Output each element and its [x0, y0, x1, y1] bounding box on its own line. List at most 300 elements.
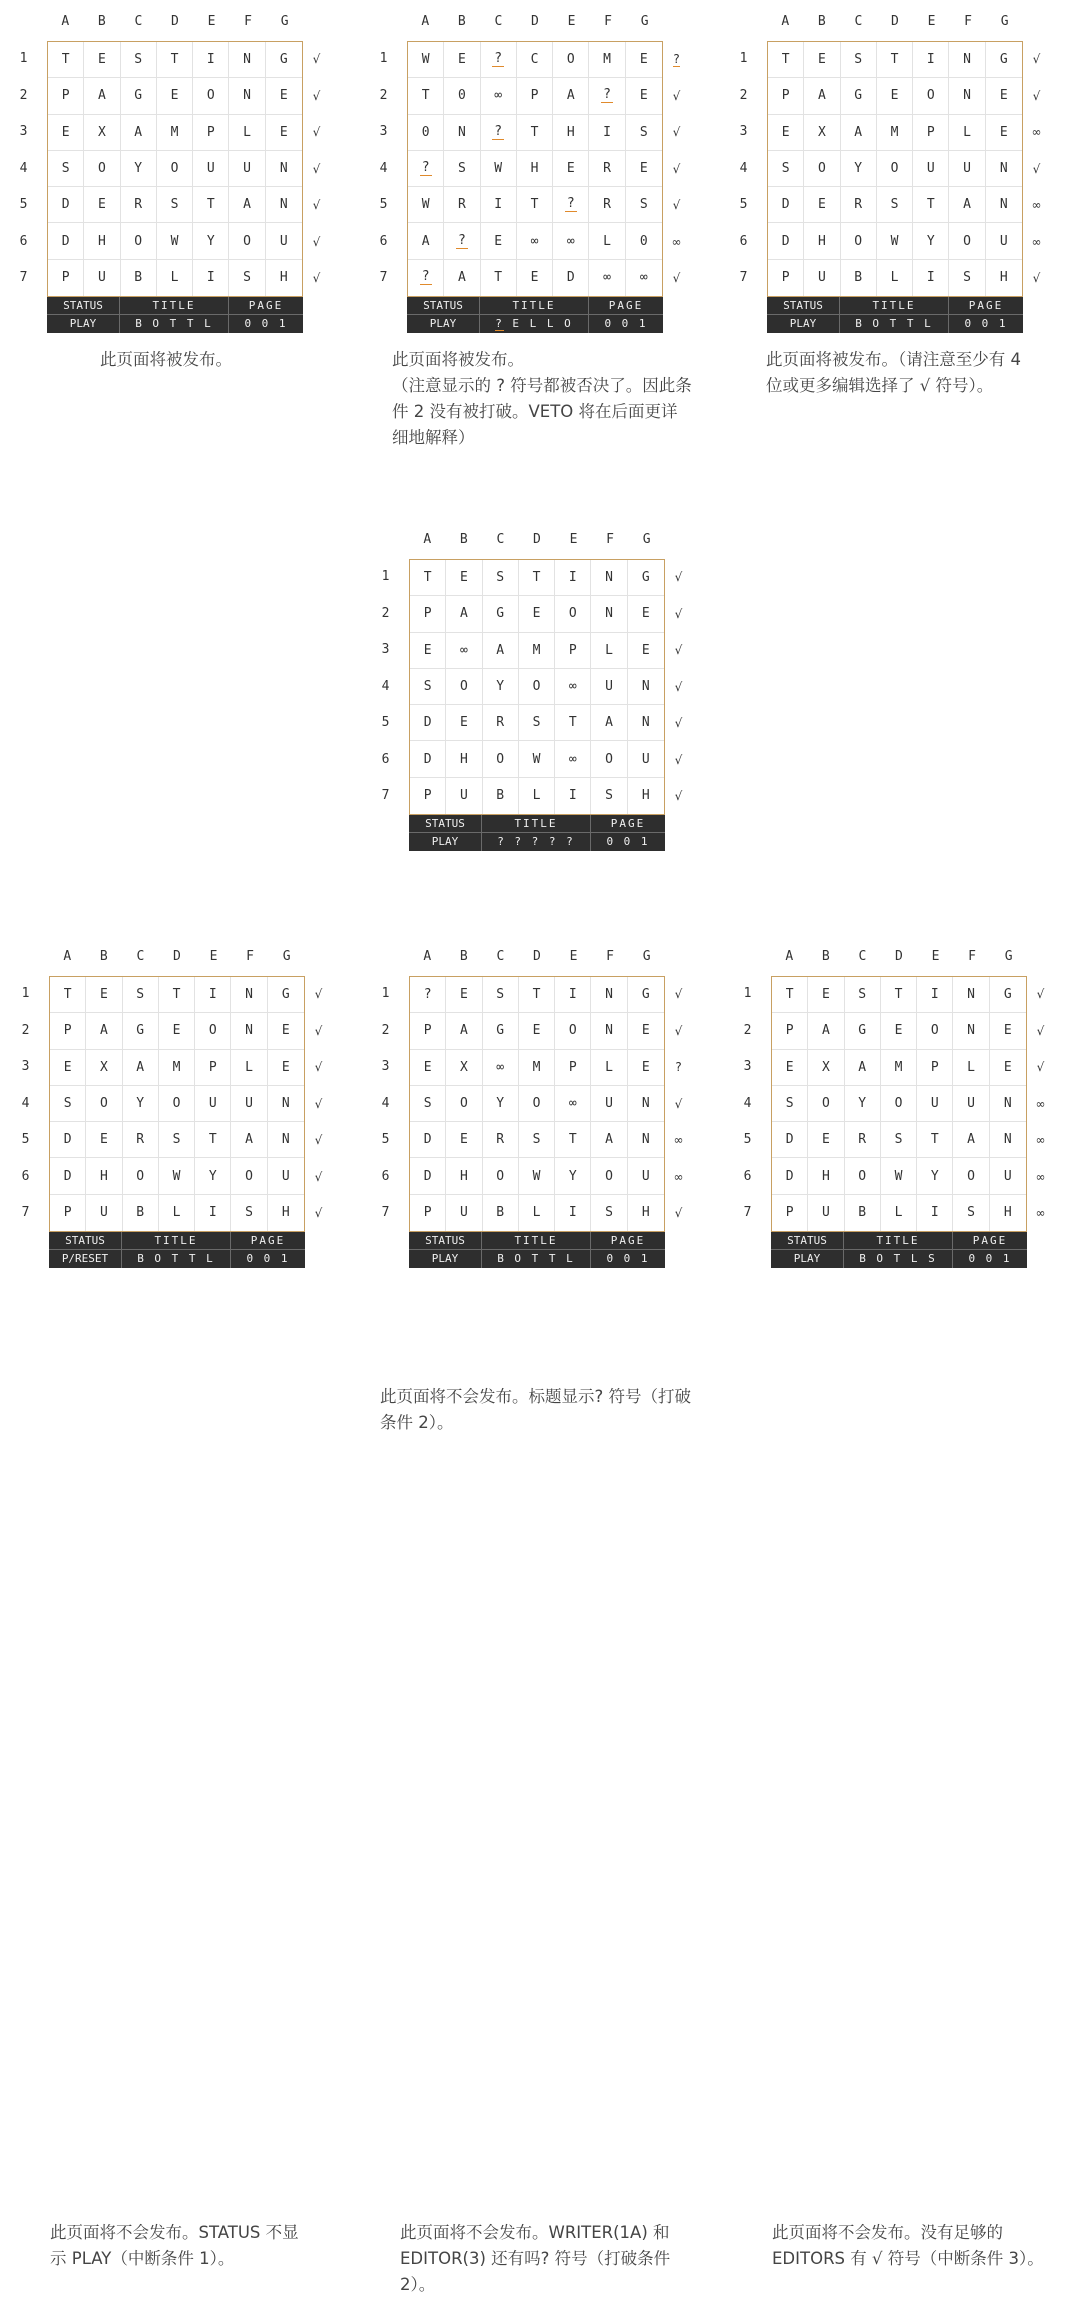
column-header: B: [821, 949, 830, 964]
grid-cell: G: [483, 1013, 519, 1049]
status-bar: [767, 297, 1023, 333]
row-header: 3: [381, 642, 390, 658]
grid-cell: R: [589, 151, 625, 187]
grid-cell: B: [121, 260, 157, 296]
grid-cell: B: [483, 778, 519, 814]
column-header: C: [496, 949, 505, 964]
title-value: ? ? ? ? ?: [482, 833, 591, 851]
letter-grid: [409, 976, 665, 1232]
grid-cell: P: [772, 1195, 808, 1231]
grid-cell: R: [444, 187, 480, 223]
grid-cell: T: [877, 42, 913, 78]
page-value: 0 0 1: [606, 835, 650, 848]
grid-cell: X: [808, 1050, 844, 1086]
grid-cell: E: [881, 1013, 917, 1049]
grid-cell: T: [481, 260, 517, 296]
column-header: G: [1004, 949, 1013, 964]
grid-cell: O: [591, 1158, 627, 1194]
grid-cell: N: [628, 1086, 664, 1122]
grid-cell: U: [913, 151, 949, 187]
grid-cell: A: [444, 260, 480, 296]
grid-cell: A: [123, 1050, 159, 1086]
grid-cell: E: [626, 42, 662, 78]
column-header: D: [171, 14, 179, 29]
column-header: A: [421, 14, 430, 29]
panel-2: [360, 0, 690, 460]
status-header: STATUS: [49, 1232, 122, 1249]
grid-cell: S: [949, 260, 985, 296]
column-header: A: [781, 14, 790, 29]
grid-cell: O: [193, 78, 229, 114]
row-header: 6: [743, 1168, 752, 1184]
status-bar-headers: [49, 1232, 305, 1250]
grid-cell: W: [481, 151, 517, 187]
grid-cell: O: [953, 1158, 989, 1194]
row-header: 5: [739, 197, 748, 213]
row-header: 2: [743, 1022, 752, 1038]
grid-cell: N: [990, 1122, 1026, 1158]
grid-cell: N: [949, 78, 985, 114]
row-header: 7: [379, 270, 388, 286]
grid-cell: S: [121, 42, 157, 78]
grid-cell: S: [591, 778, 627, 814]
grid-cell: E: [519, 1013, 555, 1049]
grid-cell: T: [50, 977, 86, 1013]
row-header: 6: [381, 1168, 390, 1184]
grid-cell: D: [768, 187, 804, 223]
grid-cell: E: [553, 151, 589, 187]
row-header: 6: [19, 233, 28, 249]
row-header: 2: [381, 605, 390, 621]
grid-cell: Y: [483, 669, 519, 705]
grid-cell: U: [195, 1086, 231, 1122]
grid-cell: U: [949, 151, 985, 187]
grid-cell: B: [123, 1195, 159, 1231]
page-header: PAGE: [972, 1234, 1008, 1247]
grid-cell: S: [157, 187, 193, 223]
status-header: STATUS: [409, 1232, 482, 1249]
row-header: 2: [381, 1022, 390, 1038]
column-header: E: [209, 949, 218, 964]
row-mark: √: [1036, 1060, 1045, 1075]
grid-cell: T: [555, 1122, 591, 1158]
status-bar-headers: [767, 297, 1023, 315]
grid-cell: N: [229, 42, 265, 78]
grid-cell: O: [121, 223, 157, 259]
grid-cell: P: [772, 1013, 808, 1049]
grid-cell: S: [50, 1086, 86, 1122]
grid-cell: R: [123, 1122, 159, 1158]
row-header: 5: [743, 1132, 752, 1148]
grid-cell: A: [408, 223, 444, 259]
row-header: 3: [19, 124, 28, 140]
status-bar-values: [409, 833, 665, 851]
grid-cell: P: [193, 115, 229, 151]
column-header: D: [173, 949, 181, 964]
status-bar: [771, 1232, 1027, 1268]
grid-cell: D: [772, 1158, 808, 1194]
grid-cell: 0: [444, 78, 480, 114]
grid-cell: R: [483, 705, 519, 741]
column-header: F: [968, 949, 976, 964]
column-headers: [49, 945, 305, 969]
grid-cell: T: [408, 78, 444, 114]
grid-cell: A: [591, 705, 627, 741]
grid-cell: E: [50, 1050, 86, 1086]
grid-cell: A: [841, 115, 877, 151]
grid-cell: S: [841, 42, 877, 78]
grid-cell: O: [446, 669, 482, 705]
status-bar-headers: [771, 1232, 1027, 1250]
grid-cell: U: [86, 1195, 122, 1231]
grid-cell: U: [446, 778, 482, 814]
grid-cell: S: [229, 260, 265, 296]
row-mark: √: [312, 125, 321, 140]
grid-cell: E: [481, 223, 517, 259]
grid-cell: P: [555, 1050, 591, 1086]
grid-cell: L: [159, 1195, 195, 1231]
grid-cell: A: [808, 1013, 844, 1049]
grid-cell: S: [772, 1086, 808, 1122]
grid-cell: S: [953, 1195, 989, 1231]
grid-cell: R: [841, 187, 877, 223]
column-header: G: [642, 949, 651, 964]
column-header: C: [134, 14, 143, 29]
row-header: 6: [379, 233, 388, 249]
grid-cell: L: [953, 1050, 989, 1086]
grid-cell: P: [410, 778, 446, 814]
grid-cell: Y: [841, 151, 877, 187]
row-mark: √: [314, 1096, 323, 1111]
grid-cell: H: [281, 1205, 290, 1221]
grid-cell: A: [229, 187, 265, 223]
row-header: 6: [21, 1168, 30, 1184]
grid-cell: M: [881, 1050, 917, 1086]
grid-cell: P: [410, 596, 446, 632]
grid-cell: N: [949, 42, 985, 78]
column-header: C: [494, 14, 503, 29]
grid-cell: T: [159, 977, 195, 1013]
grid-cell: W: [157, 223, 193, 259]
grid-cell: U: [193, 151, 229, 187]
row-mark: ∞: [1031, 234, 1042, 249]
grid-cell: X: [446, 1050, 482, 1086]
grid-cell: U: [229, 151, 265, 187]
grid-cell: A: [949, 187, 985, 223]
column-header: A: [63, 949, 72, 964]
grid-cell: I: [913, 260, 949, 296]
grid-block: [724, 935, 1054, 1275]
grid-cell: D: [50, 1122, 86, 1158]
grid-cell: H: [808, 1158, 844, 1194]
grid-cell: D: [410, 741, 446, 777]
row-headers: [2, 976, 49, 1232]
row-header: 5: [379, 197, 388, 213]
grid-cell: S: [444, 151, 480, 187]
grid-cell: X: [86, 1050, 122, 1086]
grid-cell: O: [917, 1013, 953, 1049]
grid-cell: W: [408, 187, 444, 223]
column-header: F: [606, 532, 614, 547]
grid-cell: P: [768, 78, 804, 114]
row-mark: √: [674, 1023, 683, 1038]
row-header: 7: [381, 788, 390, 804]
grid-cell: S: [483, 977, 519, 1013]
grid-cell: H: [999, 270, 1008, 286]
row-headers: [0, 41, 47, 297]
grid-cell: N: [990, 1086, 1026, 1122]
grid-cell: T: [768, 42, 804, 78]
column-headers: [407, 10, 663, 34]
grid-cell: ?: [408, 260, 444, 296]
grid-cell: T: [519, 560, 555, 596]
row-header: 1: [739, 51, 748, 66]
column-header: F: [964, 14, 972, 29]
grid-cell: O: [86, 1086, 122, 1122]
grid-cell: T: [519, 977, 555, 1013]
panel-caption: 此页面将被发布。（请注意至少有 4 位或更多编辑选择了 √ 符号）。: [766, 350, 1021, 395]
row-mark: √: [314, 1023, 323, 1038]
grid-cell: N: [953, 977, 989, 1013]
grid-cell: I: [589, 115, 625, 151]
grid-cell: I: [193, 42, 229, 78]
status-header: STATUS: [47, 297, 120, 314]
row-mark: ∞: [673, 1133, 684, 1148]
grid-cell: E: [626, 78, 662, 114]
grid-cell: P: [768, 260, 804, 296]
row-mark: √: [312, 161, 321, 176]
row-mark: √: [674, 987, 683, 1001]
grid-cell: E: [446, 977, 482, 1013]
grid-cell: G: [628, 977, 664, 1013]
grid-cell: N: [231, 1013, 267, 1049]
grid-cell: R: [121, 187, 157, 223]
grid-cell: N: [953, 1013, 989, 1049]
grid-cell: S: [626, 115, 662, 151]
grid-cell: S: [845, 977, 881, 1013]
row-header: 2: [739, 87, 748, 103]
grid-cell: U: [591, 1086, 627, 1122]
grid-cell: I: [913, 42, 949, 78]
grid-cell: Y: [123, 1086, 159, 1122]
grid-cell: A: [86, 1013, 122, 1049]
grid-cell: ?: [410, 977, 446, 1013]
title-value: ? E L L O: [480, 315, 589, 333]
grid-cell: T: [772, 977, 808, 1013]
grid-cell: N: [591, 560, 627, 596]
grid-cell: H: [446, 741, 482, 777]
grid-block: [362, 518, 692, 858]
panel-3: [720, 0, 1050, 440]
row-header: 2: [379, 87, 388, 103]
column-header: G: [1000, 14, 1009, 29]
grid-cell: O: [483, 741, 519, 777]
row-mark: √: [674, 716, 683, 731]
grid-cell: E: [628, 633, 664, 669]
grid-cell: 0: [408, 115, 444, 151]
status-bar: [407, 297, 663, 333]
grid-cell: ?: [553, 187, 589, 223]
panel-caption: 此页面将不会发布。没有足够的 EDITORS 有 √ 符号（中断条件 3）。: [772, 2223, 1044, 2268]
row-mark: √: [1032, 271, 1041, 286]
grid-cell: E: [628, 1013, 664, 1049]
row-header: 7: [21, 1205, 30, 1221]
grid-cell: N: [591, 977, 627, 1013]
grid-cell: E: [808, 977, 844, 1013]
grid-cell: N: [986, 187, 1022, 223]
grid-cell: N: [591, 1013, 627, 1049]
grid-cell: B: [483, 1195, 519, 1231]
grid-cell: I: [917, 1195, 953, 1231]
grid-cell: ?: [589, 78, 625, 114]
panel-7: [724, 935, 1054, 2268]
status-bar: [409, 1232, 665, 1268]
row-mark: √: [674, 1096, 683, 1111]
grid-cell: ∞: [483, 1050, 519, 1086]
row-header: 7: [739, 270, 748, 286]
grid-block: [0, 0, 330, 340]
grid-cell: L: [157, 260, 193, 296]
grid-cell: A: [553, 78, 589, 114]
grid-cell: E: [772, 1050, 808, 1086]
grid-cell: S: [410, 1086, 446, 1122]
title-value: B O T T L: [840, 315, 949, 333]
grid-cell: P: [48, 78, 84, 114]
grid-cell: S: [123, 977, 159, 1013]
row-mark: √: [1036, 987, 1045, 1001]
column-header: C: [854, 14, 863, 29]
title-header: TITLE: [120, 297, 229, 314]
grid-cell: U: [266, 223, 302, 259]
grid-cell: ?: [408, 151, 444, 187]
grid-cell: N: [444, 115, 480, 151]
grid-cell: E: [444, 42, 480, 78]
panel-1: [0, 0, 330, 400]
row-marks: [663, 41, 690, 297]
row-header: 4: [381, 1095, 390, 1111]
column-header: G: [280, 14, 289, 29]
grid-cell: O: [591, 741, 627, 777]
grid-cell: N: [268, 1122, 304, 1158]
grid-cell: H: [641, 1205, 650, 1221]
title-header: TITLE: [844, 1232, 953, 1249]
row-header: 5: [381, 1132, 390, 1148]
title-header: TITLE: [482, 1232, 591, 1249]
grid-cell: O: [195, 1013, 231, 1049]
column-header: B: [459, 532, 468, 547]
row-marks: [665, 976, 692, 1232]
grid-cell: 0: [626, 223, 662, 259]
grid-cell: G: [990, 977, 1026, 1013]
grid-cell: O: [157, 151, 193, 187]
grid-cell: O: [555, 596, 591, 632]
grid-cell: W: [408, 42, 444, 78]
panel-5: [2, 935, 332, 2268]
column-header: A: [61, 14, 70, 29]
row-mark: ∞: [1035, 1133, 1046, 1148]
status-bar: [47, 297, 303, 333]
grid-cell: Y: [555, 1158, 591, 1194]
row-header: 4: [21, 1095, 30, 1111]
column-header: D: [891, 14, 899, 29]
column-header: G: [642, 532, 651, 547]
status-value: PLAY: [409, 833, 482, 851]
page-header: PAGE: [250, 1234, 286, 1247]
grid-cell: E: [84, 42, 120, 78]
row-mark: √: [1032, 52, 1041, 66]
grid-cell: E: [86, 1122, 122, 1158]
grid-cell: N: [266, 187, 302, 223]
row-mark: √: [672, 125, 681, 140]
status-bar-headers: [409, 1232, 665, 1250]
panel-caption: 此页面将不会发布。STATUS 不显示 PLAY（中断条件 1）。: [50, 2223, 299, 2268]
row-mark: ∞: [1035, 1096, 1046, 1111]
grid-cell: D: [410, 1158, 446, 1194]
row-mark: ∞: [1035, 1169, 1046, 1184]
grid-cell: O: [841, 223, 877, 259]
grid-cell: D: [410, 1122, 446, 1158]
grid-cell: N: [628, 1122, 664, 1158]
grid-cell: N: [231, 977, 267, 1013]
column-headers: [771, 945, 1027, 969]
grid-cell: Y: [917, 1158, 953, 1194]
column-header: G: [640, 14, 649, 29]
column-header: D: [533, 949, 541, 964]
grid-cell: M: [877, 115, 913, 151]
grid-cell: E: [808, 1122, 844, 1158]
column-header: A: [423, 949, 432, 964]
grid-cell: L: [519, 1195, 555, 1231]
grid-cell: I: [193, 260, 229, 296]
grid-cell: I: [555, 778, 591, 814]
grid-cell: W: [519, 741, 555, 777]
grid-cell: E: [804, 42, 840, 78]
grid-cell: O: [845, 1158, 881, 1194]
grid-cell: S: [881, 1122, 917, 1158]
row-headers: [360, 41, 407, 297]
grid-cell: O: [519, 669, 555, 705]
grid-cell: I: [917, 977, 953, 1013]
grid-cell: N: [266, 151, 302, 187]
grid-cell: Y: [845, 1086, 881, 1122]
grid-cell: E: [990, 1050, 1026, 1086]
status-value: PLAY: [409, 1250, 482, 1268]
grid-cell: A: [446, 1013, 482, 1049]
row-mark: √: [672, 198, 681, 213]
grid-cell: P: [913, 115, 949, 151]
row-marks: [303, 41, 330, 297]
row-header: 1: [379, 51, 388, 66]
grid-cell: A: [84, 78, 120, 114]
status-bar-values: [409, 1250, 665, 1268]
column-header: D: [895, 949, 903, 964]
column-header: F: [604, 14, 612, 29]
column-header: D: [531, 14, 539, 29]
grid-cell: T: [195, 1122, 231, 1158]
grid-cell: O: [123, 1158, 159, 1194]
grid-cell: D: [410, 705, 446, 741]
row-header: 7: [743, 1205, 752, 1221]
letter-grid: [49, 976, 305, 1232]
row-mark: √: [1032, 161, 1041, 176]
grid-cell: U: [628, 1158, 664, 1194]
grid-cell: N: [229, 78, 265, 114]
grid-cell: T: [917, 1122, 953, 1158]
letter-grid: [767, 41, 1023, 297]
grid-cell: E: [86, 977, 122, 1013]
grid-cell: ∞: [555, 669, 591, 705]
grid-cell: H: [553, 115, 589, 151]
